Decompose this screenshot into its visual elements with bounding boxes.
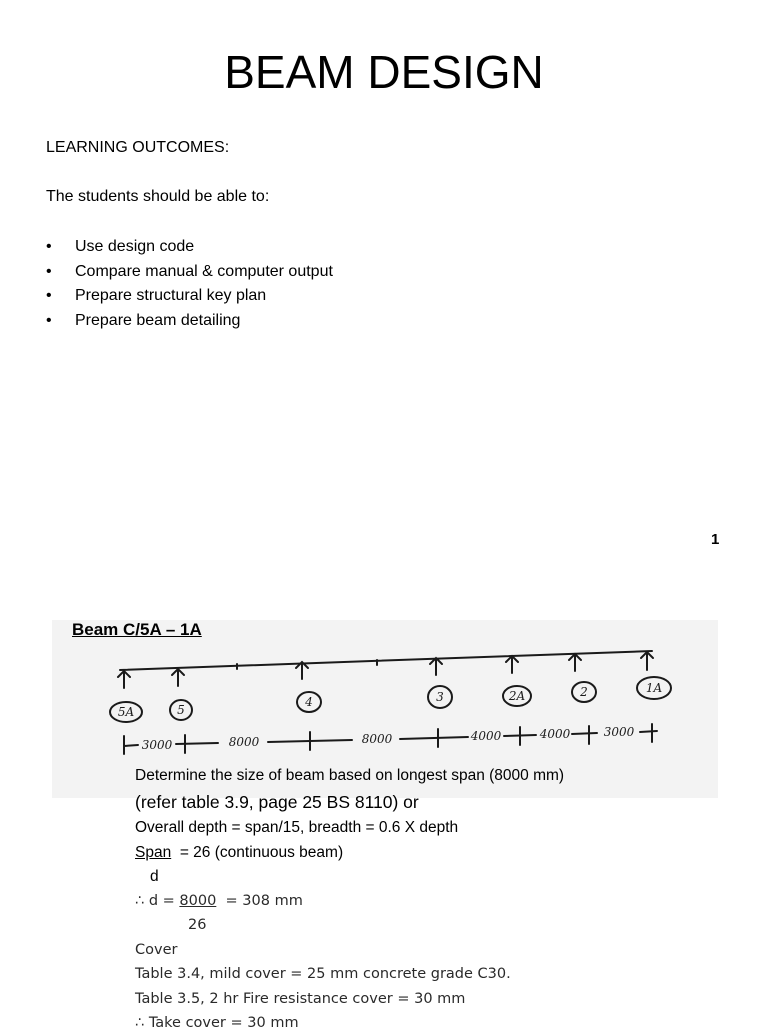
numerator: 8000 xyxy=(179,893,217,909)
calc-line: Table 3.5, 2 hr Fire resistance cover = 30 mm xyxy=(135,991,466,1007)
span-dimension-label: 8000 xyxy=(228,735,260,749)
calc-line: ∴ Take cover = 30 mm xyxy=(135,1015,299,1031)
beam-sketch xyxy=(52,640,718,760)
support-arrow xyxy=(569,654,581,671)
calc-line: Overall depth = span/15, breadth = 0.6 X depth xyxy=(135,819,459,836)
gridline-label: 1A xyxy=(645,681,663,695)
denominator: 26 xyxy=(188,917,207,933)
gridline-label: 4 xyxy=(305,695,313,709)
beam-heading: Beam C/5A – 1A xyxy=(72,620,202,639)
calc-line: Cover xyxy=(135,942,178,958)
list-item-text: Prepare beam detailing xyxy=(75,312,241,330)
list-item-text: Compare manual & computer output xyxy=(75,262,333,280)
therefore-prefix: ∴ d = xyxy=(135,893,180,909)
list-item xyxy=(46,262,333,287)
gridline-label: 2 xyxy=(580,685,588,699)
page-title: BEAM DESIGN xyxy=(224,46,544,98)
support-arrow xyxy=(506,656,518,673)
bullet-icon: • xyxy=(46,238,52,255)
list-item xyxy=(46,237,333,262)
learning-outcomes-heading: LEARNING OUTCOMES: xyxy=(46,139,230,156)
calc-line xyxy=(135,893,303,909)
list-item-text: Prepare structural key plan xyxy=(75,287,267,305)
calc-line: (refer table 3.9, page 25 BS 8110) or xyxy=(135,792,419,812)
span-dimension-label: 3000 xyxy=(603,725,635,739)
support-arrow xyxy=(641,652,653,670)
outcomes-list xyxy=(46,237,333,336)
calc-line xyxy=(135,844,343,862)
list-item xyxy=(46,286,333,311)
bullet-icon: • xyxy=(46,287,52,305)
span-dimension-label: 4000 xyxy=(539,727,571,741)
calc-line: d xyxy=(150,868,159,885)
calc-line: Table 3.4, mild cover = 25 mm concrete grade C30. xyxy=(135,966,511,982)
list-item xyxy=(46,311,333,336)
result-text: = 308 mm xyxy=(225,893,303,909)
gridline-label: 5A xyxy=(117,705,135,719)
support-arrow xyxy=(172,669,184,686)
support-arrow xyxy=(118,671,130,688)
list-item-text: Use design code xyxy=(75,238,195,255)
beam-line xyxy=(120,651,652,670)
gridline-label: 2A xyxy=(508,689,526,703)
span-ratio-text: = 26 (continuous beam) xyxy=(179,844,344,861)
span-dimension-label: 4000 xyxy=(470,729,502,743)
bullet-icon: • xyxy=(46,262,52,280)
span-dimension-label: 3000 xyxy=(141,738,173,752)
span-label: Span xyxy=(135,844,172,861)
page-number: 1 xyxy=(711,531,720,548)
bullet-icon: • xyxy=(46,312,52,330)
gridline-label: 5 xyxy=(177,703,185,717)
calc-line: Determine the size of beam based on longest span (8000 mm) xyxy=(135,767,565,784)
support-arrow xyxy=(430,658,442,675)
span-dimension-label: 8000 xyxy=(361,732,393,746)
gridline-label: 3 xyxy=(436,690,444,704)
intro-text: The students should be able to: xyxy=(46,188,270,205)
